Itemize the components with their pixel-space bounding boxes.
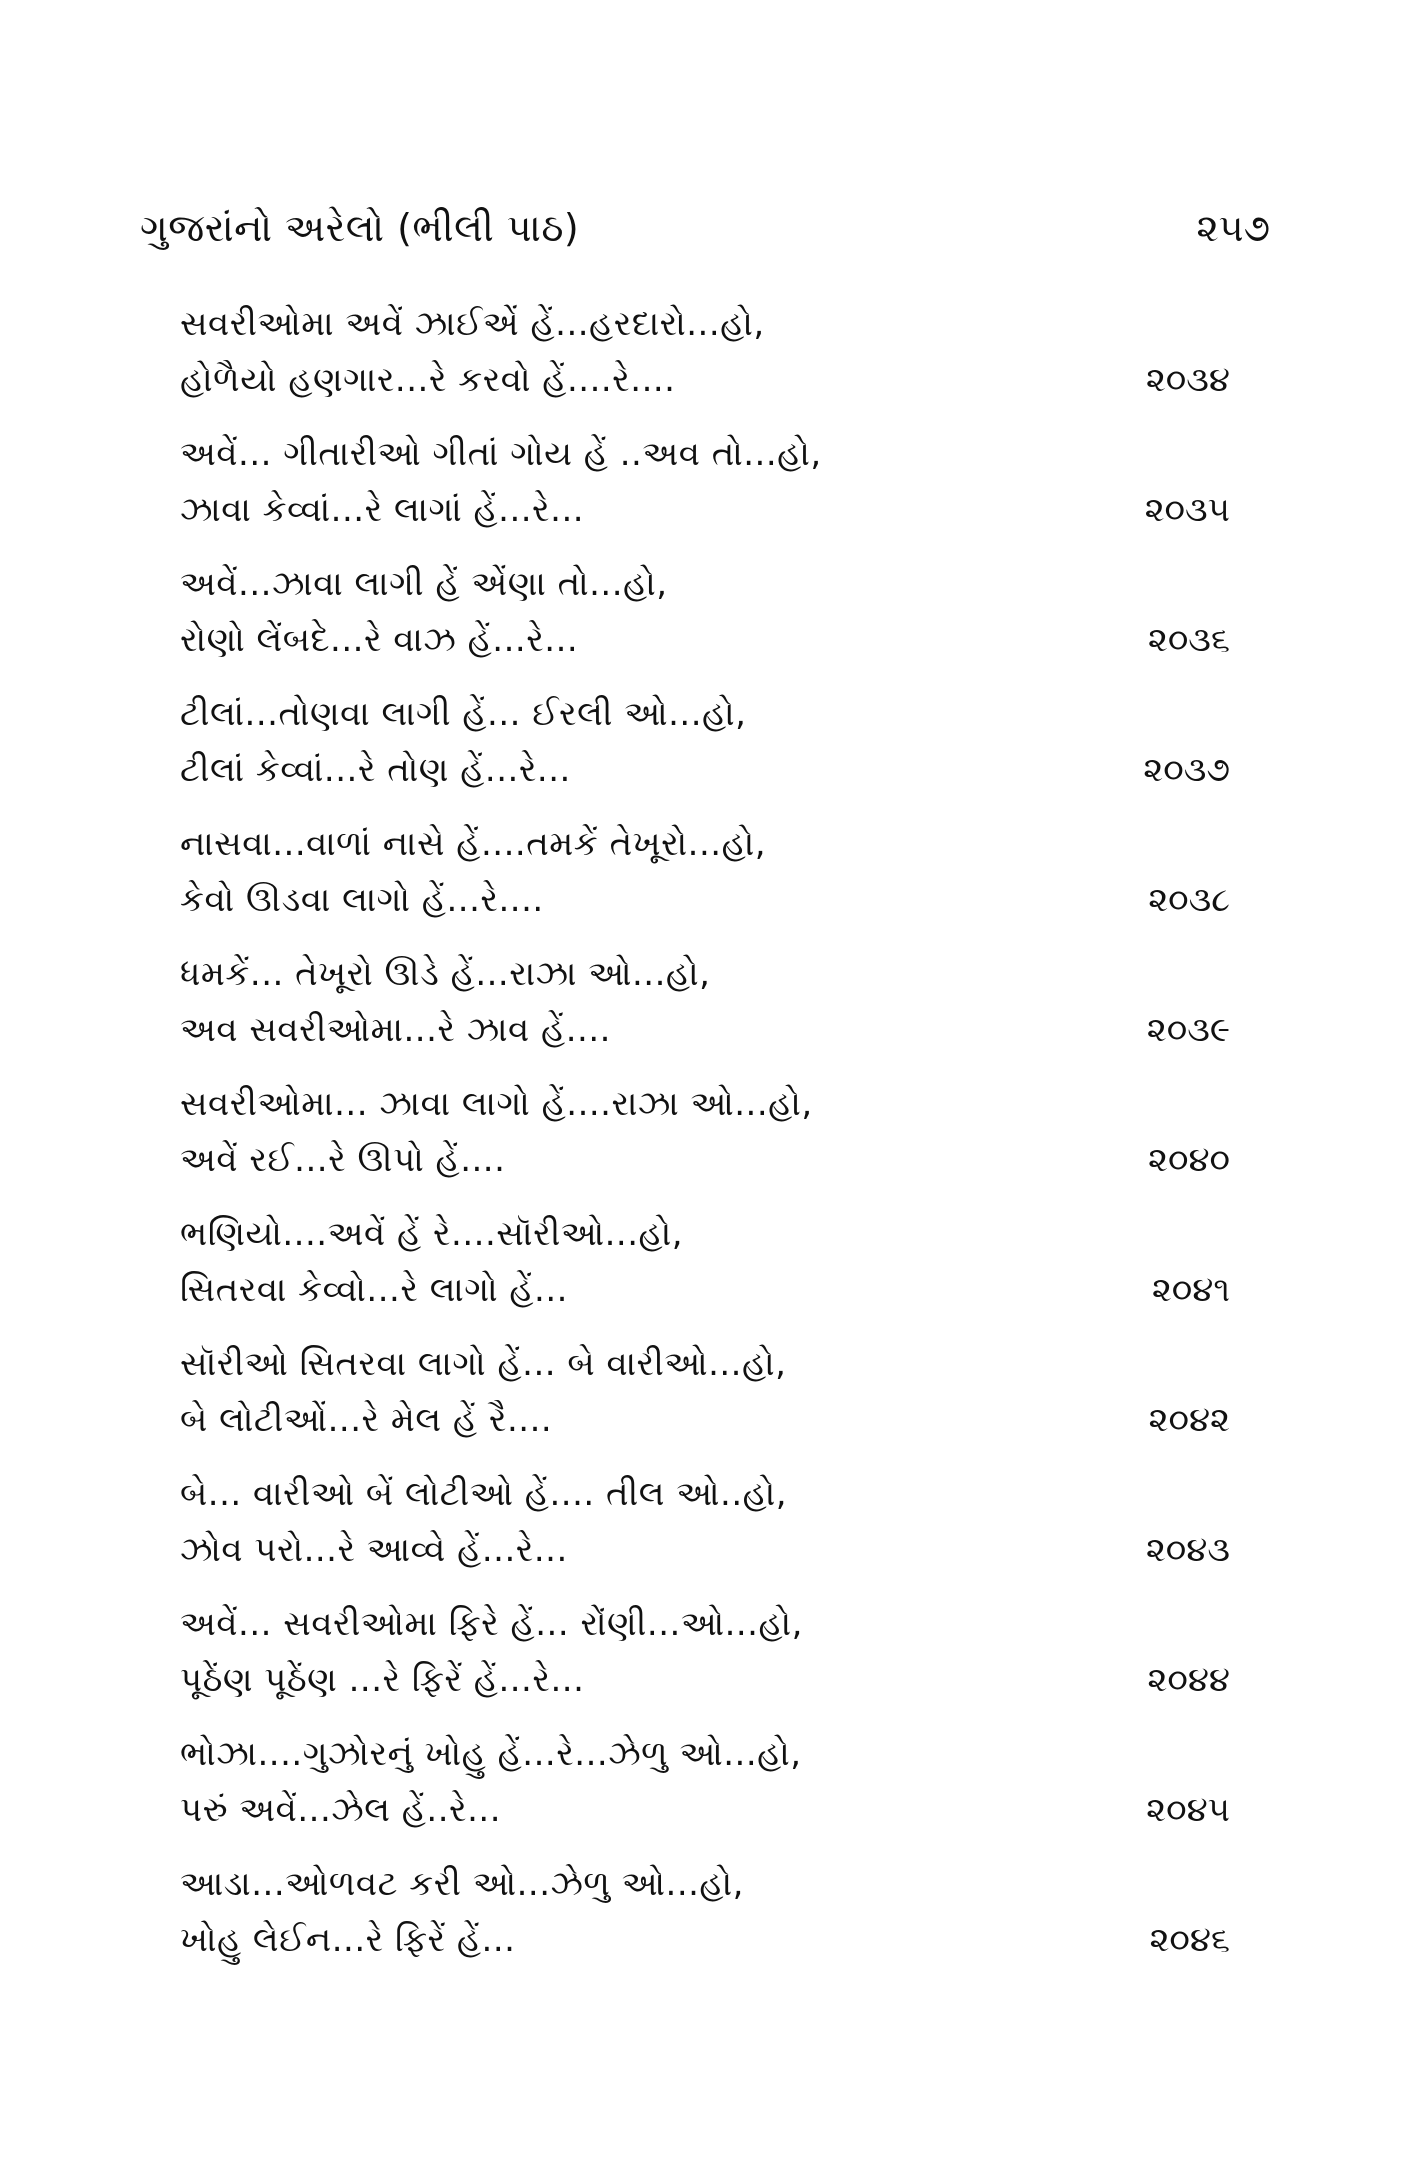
stanza-2044 xyxy=(180,1600,1230,1730)
verse-line: ભોઝા....ગુઝોરનું ખોહુ હેં...રે...ઝેળુ ઓ...હો, xyxy=(180,1734,802,1774)
stanza-2046 xyxy=(180,1860,1230,1990)
verse-line: રોણો લેંબદે...રે વાઝ હેં...રે... xyxy=(180,620,579,660)
verse-number: ૨૦૩૯ xyxy=(1146,1010,1230,1050)
verse-number: ૨૦૩૬ xyxy=(1147,620,1230,660)
verse-line: ટીલાં...તોણવા લાગી હેં... ઈરલી ઓ...હો, xyxy=(180,694,747,734)
page-header xyxy=(140,198,1270,258)
verse-line: અવ સવરીઓમા...રે ઝાવ હેં.... xyxy=(180,1010,611,1050)
verse-line: બે... વારીઓ બેં લોટીઓ હેં.... તીલ ઓ..હો, xyxy=(180,1474,788,1514)
stanza-2037 xyxy=(180,690,1230,820)
verse-line: ધમકેં... તેખૂરો ઊડે હેં...રાઝા ઓ...હો, xyxy=(180,954,711,994)
verse-line: અવેં... ગીતારીઓ ગીતાં ગોય હેં ..અવ તો...હો, xyxy=(180,434,822,474)
verse-line: સૉરીઓ સિતરવા લાગો હેં... બે વારીઓ...હો, xyxy=(180,1344,787,1384)
verse-line: અવેં રઈ...રે ઊપો હેં.... xyxy=(180,1140,506,1180)
verse-line: અવેં...ઝાવા લાગી હેં એંણા તો...હો, xyxy=(180,564,668,604)
verse-line: પરું અવેં...ઝેલ હેં..રે... xyxy=(180,1790,502,1830)
stanza-2042 xyxy=(180,1340,1230,1470)
verse-line: સિતરવા કેવ્વો...રે લાગો હેં... xyxy=(180,1270,568,1310)
verse-list xyxy=(180,300,1230,1990)
verse-number: ૨૦૪૨ xyxy=(1148,1400,1230,1440)
verse-line: ભણિયો....અવેં હેં રે....સૉરીઓ...હો, xyxy=(180,1214,684,1254)
verse-number: ૨૦૪૬ xyxy=(1149,1920,1230,1960)
verse-number: ૨૦૪૧ xyxy=(1151,1270,1230,1310)
page-number: ૨૫૭ xyxy=(1196,206,1270,250)
verse-line: ઝોવ પરો...રે આવ્વે હેં...રે... xyxy=(180,1530,568,1570)
verse-line: અવેં... સવરીઓમા ફિરે હેં... રોંણી...ઓ...હો, xyxy=(180,1604,803,1644)
stanza-2034 xyxy=(180,300,1230,430)
stanza-2039 xyxy=(180,950,1230,1080)
stanza-2036 xyxy=(180,560,1230,690)
verse-number: ૨૦૪૪ xyxy=(1147,1660,1230,1700)
stanza-2045 xyxy=(180,1730,1230,1860)
stanza-2040 xyxy=(180,1080,1230,1210)
stanza-2038 xyxy=(180,820,1230,950)
verse-number: ૨૦૪૦ xyxy=(1148,1140,1230,1180)
verse-number: ૨૦૩૭ xyxy=(1143,750,1230,790)
verse-number: ૨૦૩૫ xyxy=(1144,490,1230,530)
verse-line: આડા...ઓળવટ કરી ઓ...ઝેળુ ઓ...હો, xyxy=(180,1864,744,1904)
verse-line: બે લોટીઓં...રે મેલ હેં રૈ.... xyxy=(180,1400,553,1440)
verse-number: ૨૦૩૪ xyxy=(1145,360,1230,400)
running-title: ગુજરાંનો અરેલો (ભીલી પાઠ) xyxy=(140,206,580,250)
verse-line: પૂઠેંણ પૂઠેંણ ...રે ફિરેં હેં...રે... xyxy=(180,1660,585,1700)
verse-line: સવરીઓમા અવેં ઝાઈએં હેં...હરદારો...હો, xyxy=(180,304,765,344)
verse-number: ૨૦૪૩ xyxy=(1145,1530,1230,1570)
stanza-2035 xyxy=(180,430,1230,560)
verse-line: કેવો ઊડવા લાગો હેં...રે.... xyxy=(180,880,544,920)
verse-line: ટીલાં કેવ્વાં...રે તોણ હેં...રે... xyxy=(180,750,571,790)
verse-line: ખોહુ લેઈન...રે ફિરેં હેં... xyxy=(180,1920,516,1960)
verse-number: ૨૦૩૮ xyxy=(1148,880,1230,920)
verse-line: ઝાવા કેવ્વાં...રે લાગાં હેં...રે... xyxy=(180,490,585,530)
stanza-2041 xyxy=(180,1210,1230,1340)
verse-line: સવરીઓમા... ઝાવા લાગો હેં....રાઝા ઓ...હો, xyxy=(180,1084,813,1124)
verse-line: હોળૈયો હણગાર...રે કરવો હેં....રે.... xyxy=(180,360,676,400)
stanza-2043 xyxy=(180,1470,1230,1600)
verse-line: નાસવા...વાળાં નાસે હેં....તમકેં તેખૂરો...હો, xyxy=(180,824,767,864)
verse-number: ૨૦૪૫ xyxy=(1146,1790,1230,1830)
